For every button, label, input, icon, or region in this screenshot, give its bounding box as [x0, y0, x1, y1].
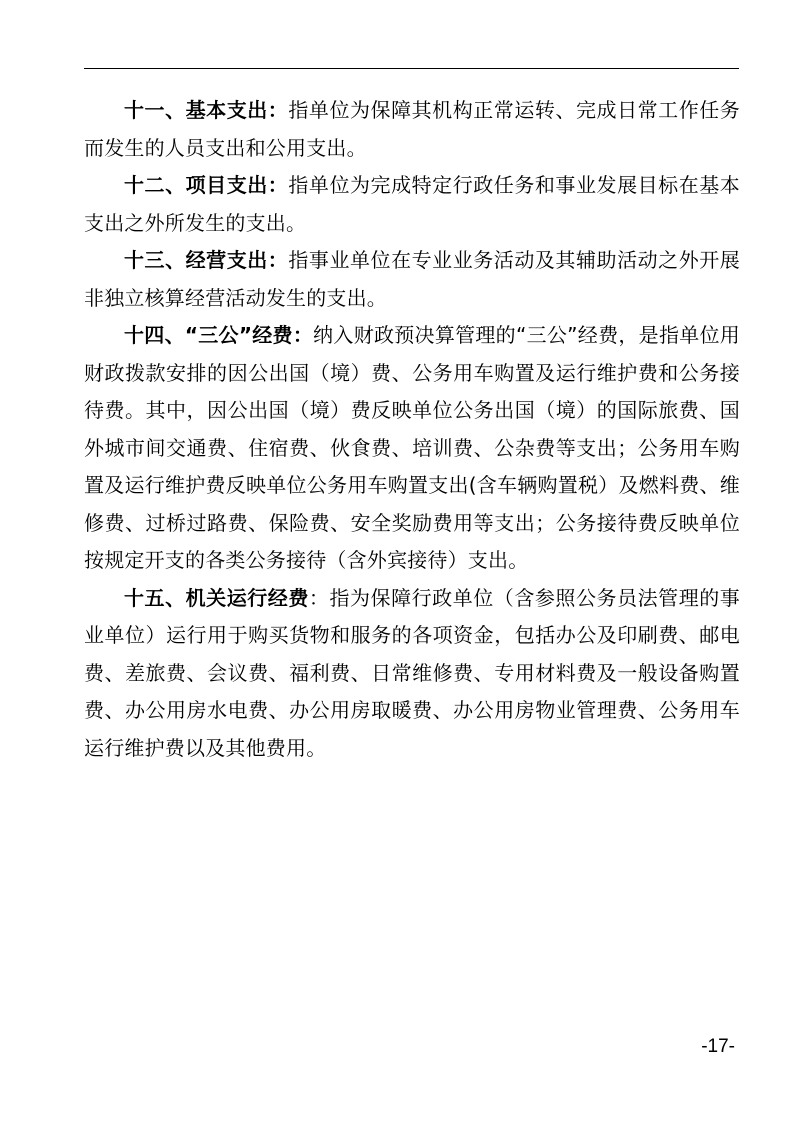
header-rule — [84, 68, 739, 69]
definition-project-expenditure: 指单位为完成特定行政任务和事业发展目标在基本支出之外所发生的支出。 — [84, 173, 740, 235]
paragraph-operating-expenditure — [84, 242, 740, 317]
term-operating-expenditure: 十三、经营支出： — [124, 248, 289, 272]
definition-basic-expenditure: 指单位为保障其机构正常运转、完成日常工作任务而发生的人员支出和公用支出。 — [84, 98, 740, 160]
term-agency-operating-funds: 十五、机关运行经费 — [124, 585, 309, 610]
paragraph-project-expenditure — [84, 167, 740, 242]
page-number: -17- — [701, 1036, 735, 1057]
paragraph-three-public-expenses — [84, 317, 740, 580]
term-basic-expenditure: 十一、基本支出： — [124, 98, 289, 122]
definition-three-public-expenses: 纳入财政预决算管理的“三公”经费，是指单位用财政拨款安排的因公出国（境）费、公务用车购置及运行维护费和公务接待费。其中，因公出国（境）费反映单位公务出国（境）的国际旅费、国外城市间交通费、住宿费、伙食费、培训费、公杂费等支出；公务用车购置及运行维护费反映单位公务用车购置支出(含车辆购置税）及燃料费、维修费、过桥过路费、保险费、安全奖励费用等支出；公务接待费反映单位按规定开支的各类公务接待（含外宾接待）支出。 — [84, 323, 740, 572]
definition-operating-expenditure: 指事业单位在专业业务活动及其辅助活动之外开展非独立核算经营活动发生的支出。 — [84, 248, 740, 310]
paragraph-basic-expenditure — [84, 92, 740, 167]
term-three-public-expenses: 十四、“三公”经费： — [124, 323, 314, 347]
paragraph-agency-operating-funds — [84, 580, 740, 768]
definition-agency-operating-funds: ：指为保障行政单位（含参照公务员法管理的事业单位）运行用于购买货物和服务的各项资金，包括办公及印刷费、邮电费、差旅费、会议费、福利费、日常维修费、专用材料费及一般设备购置费、办公用房水电费、办公用房取暖费、办公用房物业管理费、公务用车运行维护费以及其他费用。 — [84, 585, 740, 760]
term-project-expenditure: 十二、项目支出： — [124, 173, 289, 197]
document-body — [84, 92, 740, 767]
